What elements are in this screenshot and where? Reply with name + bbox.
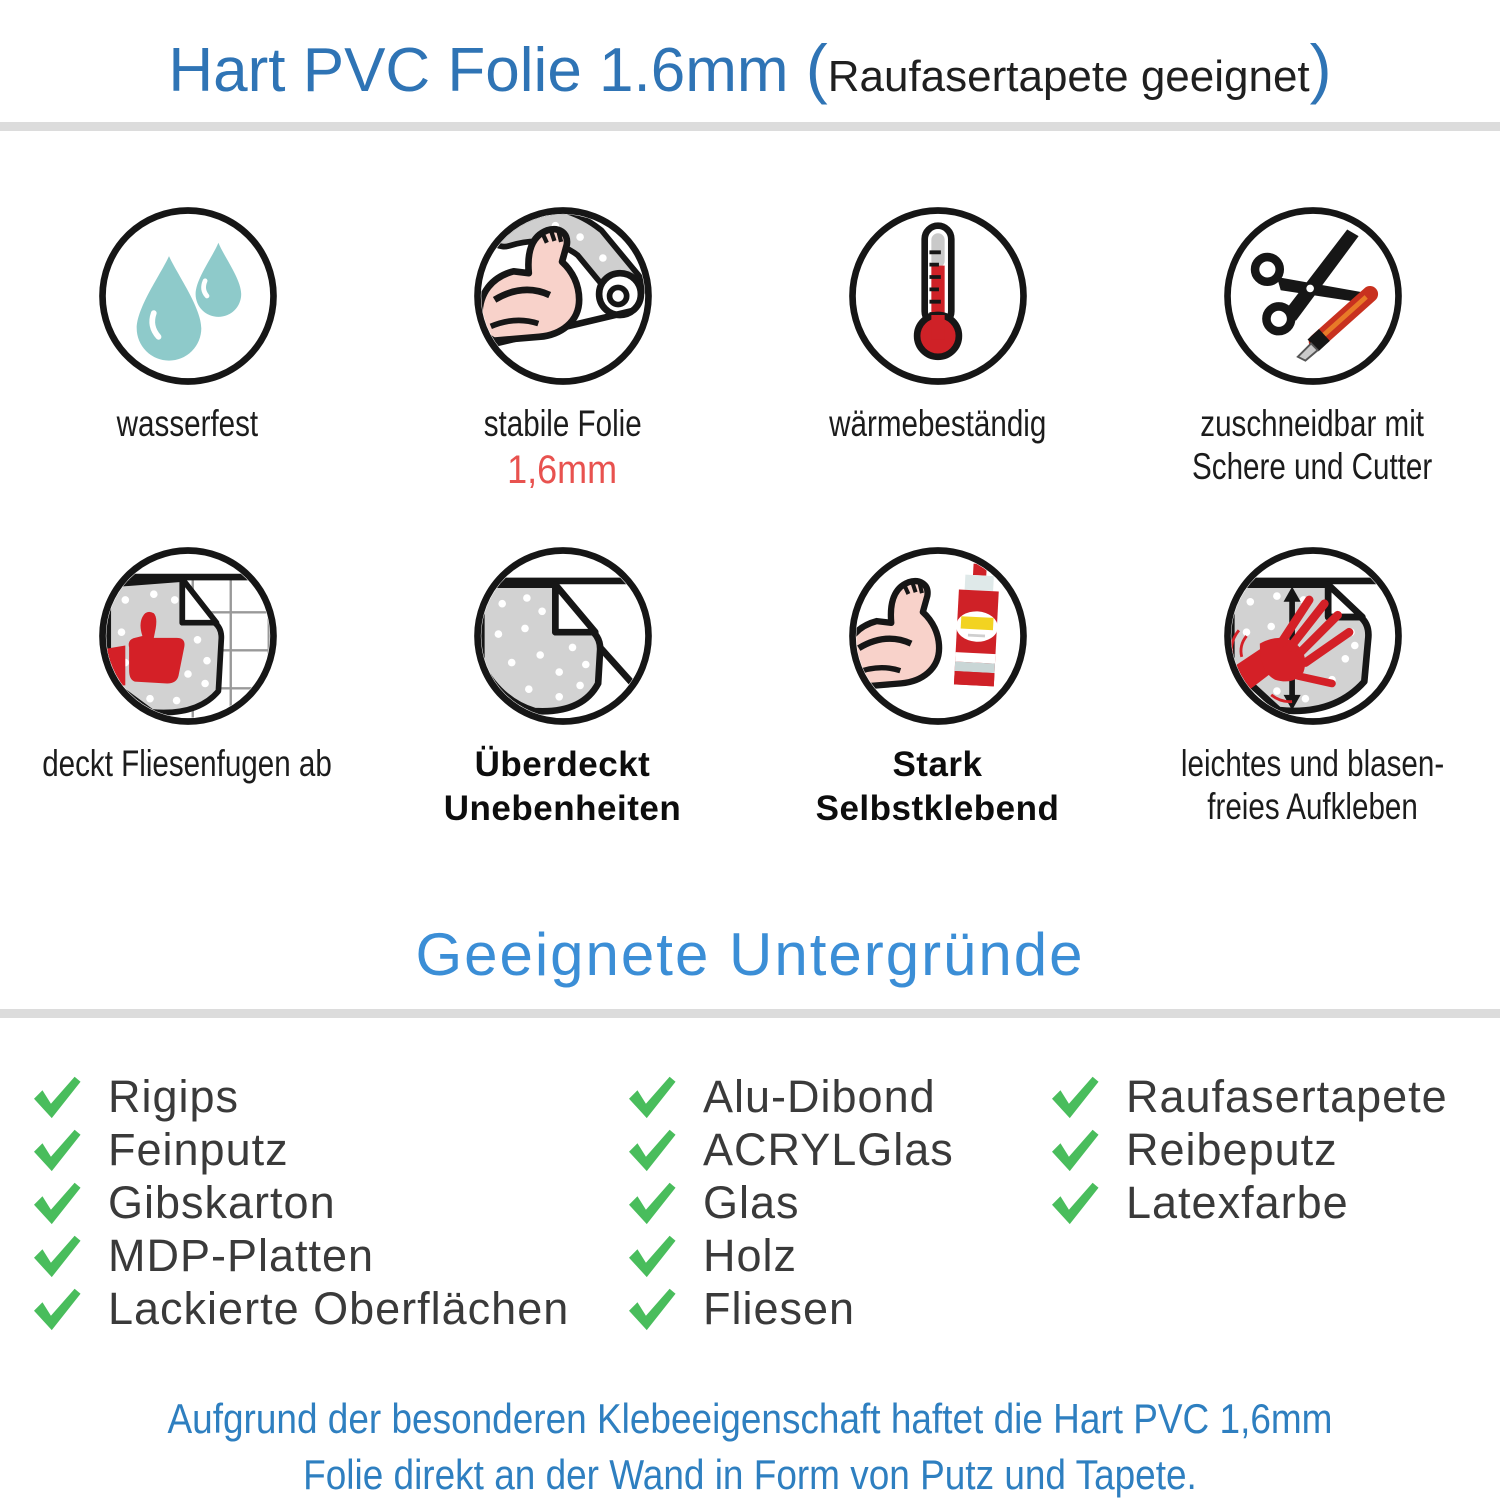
check-icon xyxy=(1048,1075,1100,1119)
bubble-free-icon xyxy=(1218,541,1408,731)
feature-unebenheiten xyxy=(375,541,750,831)
feature-waermebestaendig xyxy=(750,201,1125,493)
feature-label: zuschneidbar mit Schere und Cutter xyxy=(1192,403,1433,487)
surface-checklist xyxy=(0,1070,1500,1335)
feature-selbstklebend xyxy=(750,541,1125,831)
feature-label: leichtes und blasen- freies Aufkleben xyxy=(1180,742,1445,827)
thermometer-icon xyxy=(843,201,1033,391)
footer-line-2: Folie direkt an der Wand in Form von Putz und Tapete. xyxy=(303,1450,1197,1498)
strong-foil-icon xyxy=(468,201,658,391)
list-item: Rigips xyxy=(30,1070,625,1123)
divider-middle xyxy=(0,1009,1500,1018)
paren-open: ( xyxy=(805,31,828,105)
check-icon xyxy=(1048,1181,1100,1225)
list-item: MDP-Platten xyxy=(30,1229,625,1282)
product-infographic xyxy=(0,30,1500,1500)
feature-aufkleben xyxy=(1125,541,1500,831)
checklist-column-1 xyxy=(30,1070,625,1335)
list-item: Alu-Dibond xyxy=(625,1070,1048,1123)
check-icon xyxy=(625,1128,677,1172)
list-item: Feinputz xyxy=(30,1123,625,1176)
feature-label: wärmebeständig xyxy=(828,403,1047,444)
self-adhesive-icon xyxy=(843,541,1033,731)
feature-label: stabile Folie xyxy=(483,403,642,444)
feature-label: wasserfest xyxy=(116,403,259,444)
title-note: Raufasertapete geeignet xyxy=(827,52,1310,101)
title-main: Hart PVC Folie 1.6mm xyxy=(168,36,806,105)
list-item: Glas xyxy=(625,1176,1048,1229)
list-item: Gibskarton xyxy=(30,1176,625,1229)
list-item: Reibeputz xyxy=(1048,1123,1500,1176)
footer-line-1: Aufgrund der besonderen Klebeeigenschaft haftet die Hart PVC 1,6mm xyxy=(167,1395,1333,1443)
water-drops-icon xyxy=(93,201,283,391)
list-item: Raufasertapete xyxy=(1048,1070,1500,1123)
check-icon xyxy=(625,1287,677,1331)
scissors-cutter-icon xyxy=(1218,201,1408,391)
check-icon xyxy=(30,1234,82,1278)
list-item: ACRYLGlas xyxy=(625,1123,1048,1176)
check-icon xyxy=(625,1075,677,1119)
checklist-column-2 xyxy=(625,1070,1048,1335)
feature-label: Stark Selbstklebend xyxy=(815,744,1060,828)
cover-unevenness-icon xyxy=(468,541,658,731)
feature-zuschneidbar xyxy=(1125,201,1500,493)
feature-wasserfest xyxy=(0,201,375,493)
feature-stabile-folie xyxy=(375,201,750,493)
divider-top xyxy=(0,122,1500,131)
feature-fliesenfugen xyxy=(0,541,375,831)
check-icon xyxy=(30,1181,82,1225)
list-item: Latexfarbe xyxy=(1048,1176,1500,1229)
feature-label: Überdeckt Unebenheiten xyxy=(443,744,682,828)
check-icon xyxy=(30,1128,82,1172)
feature-grid xyxy=(0,201,1500,830)
feature-label: deckt Fliesenfugen ab xyxy=(42,742,333,784)
list-item: Fliesen xyxy=(625,1282,1048,1335)
check-icon xyxy=(30,1075,82,1119)
page-title xyxy=(0,30,1500,106)
check-icon xyxy=(30,1287,82,1331)
list-item: Holz xyxy=(625,1229,1048,1282)
check-icon xyxy=(625,1181,677,1225)
paren-close: ) xyxy=(1309,31,1332,105)
list-item: Lackierte Oberflächen xyxy=(30,1282,625,1335)
footer-note xyxy=(90,1391,1410,1500)
tile-joints-icon xyxy=(93,541,283,731)
section-title: Geeignete Untergründe xyxy=(415,921,1085,989)
check-icon xyxy=(1048,1128,1100,1172)
thickness-value: 1,6mm xyxy=(507,447,618,492)
checklist-column-3 xyxy=(1048,1070,1500,1335)
check-icon xyxy=(625,1234,677,1278)
